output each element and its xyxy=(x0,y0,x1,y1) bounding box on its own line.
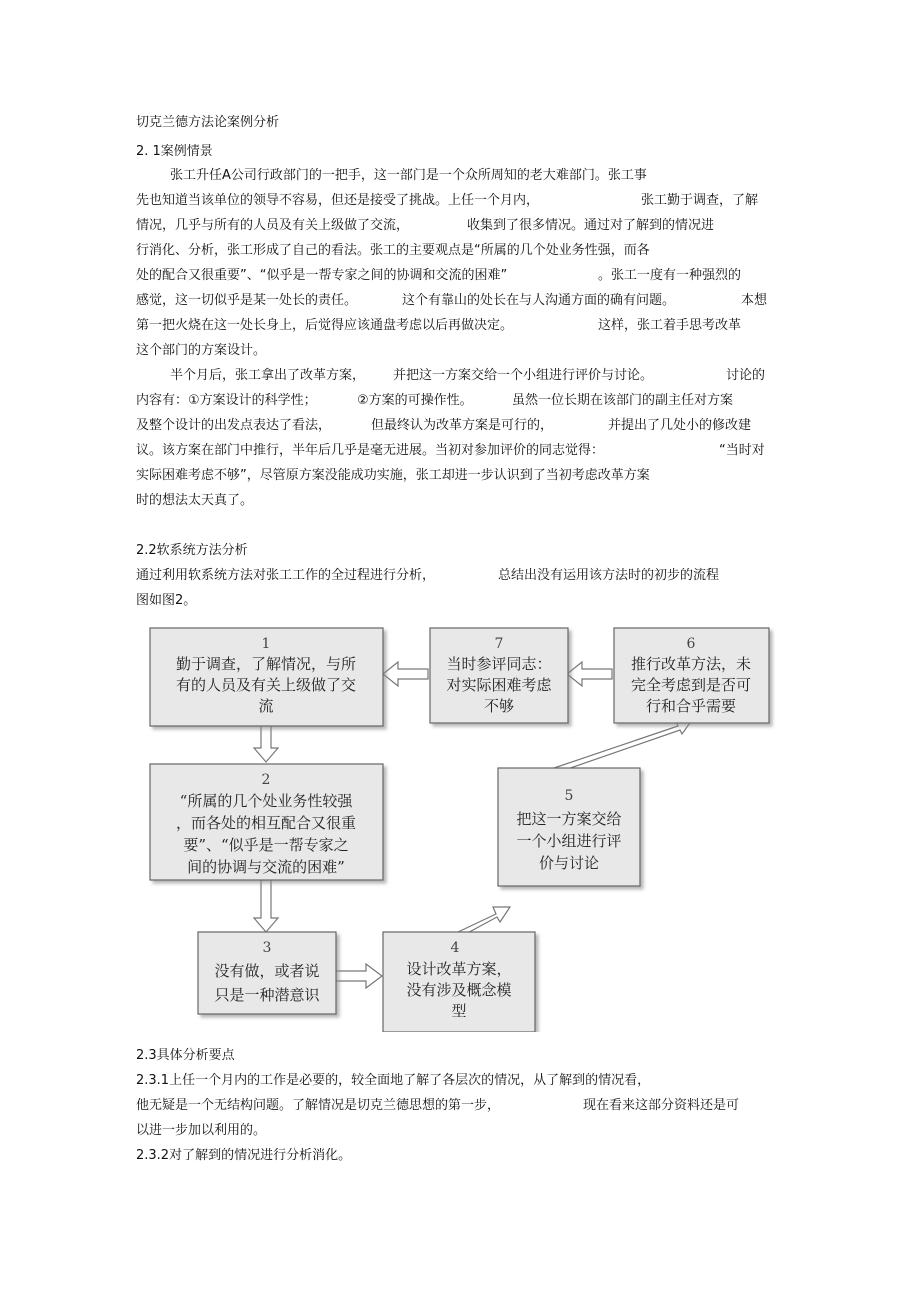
paragraph-line: 这个有靠山的处长在与人沟通方面的确有问题。 xyxy=(402,293,676,308)
paragraph-line: 2.3.2对了解到的情况进行分析消化。 xyxy=(136,1148,352,1163)
box-line: “所属的几个处业务性较强 xyxy=(179,792,353,810)
paragraph-line: 并提出了几处小的修改建 xyxy=(608,418,752,433)
box-line: 只是一种潜意识 xyxy=(214,986,320,1004)
arrow-3-to-4 xyxy=(336,964,382,988)
box-line: 没有涉及概念模 xyxy=(406,981,512,999)
paragraph-line: 这样，张工着手思考改革 xyxy=(598,318,742,333)
box-line: 把这一方案交给 xyxy=(516,810,622,828)
section-heading-2-1: 2. 1案例情景 xyxy=(136,144,213,159)
paragraph-line: 这个部门的方案设计。 xyxy=(136,343,267,358)
box-number: 7 xyxy=(494,636,504,652)
box-line: 要”、“似乎是一帮专家之 xyxy=(183,836,349,854)
paragraph-line: 现在看来这部分资料还是可 xyxy=(583,1098,740,1113)
box-line: 一个小组进行评 xyxy=(516,832,622,850)
paragraph-line: 情况，几乎与所有的人员及有关上级做了交流， xyxy=(136,218,410,233)
paragraph-line: 第一把火烧在这一处长身上，后觉得应该通盘考虑以后再做决定。 xyxy=(136,318,514,333)
flowchart-figure xyxy=(146,620,786,1032)
document-title: 切克兰德方法论案例分析 xyxy=(136,115,280,130)
box-line: 设计改革方案， xyxy=(406,960,512,978)
box-line: 没有做，或者说 xyxy=(214,962,320,980)
box-line: 型 xyxy=(451,1002,467,1020)
paragraph-line: 并把这一方案交给一个小组进行评价与讨论。 xyxy=(393,368,654,383)
flow-box xyxy=(498,768,640,886)
flow-box xyxy=(150,764,383,880)
paragraph-line: 时的想法太天真了。 xyxy=(136,493,254,508)
paragraph-line: 内容有：①方案设计的科学性； xyxy=(136,393,317,408)
arrow-1-to-2 xyxy=(254,725,278,762)
box-line: 流 xyxy=(258,697,274,715)
box-line: 有的人员及有关上级做了交 xyxy=(175,676,357,694)
box-number: 4 xyxy=(450,940,460,956)
flow-box xyxy=(614,628,769,723)
flow-box xyxy=(383,932,535,1032)
box-line: 勤于调查，了解情况，与所 xyxy=(175,655,357,673)
box-number: 3 xyxy=(262,940,272,956)
flow-box xyxy=(430,628,568,723)
paragraph-line: 讨论的 xyxy=(726,368,766,383)
paragraph-line: 张工勤于调查，了解 xyxy=(641,193,759,208)
paragraph-line: 收集到了很多情况。通过对了解到的情况进 xyxy=(467,218,715,233)
paragraph-line: 及整个设计的出发点表达了看法， xyxy=(136,418,332,433)
arrow-5-to-6 xyxy=(554,719,692,773)
paragraph-line: 议。该方案在部门中推行，半年后几乎是毫无进展。当初对参加评价的同志觉得： xyxy=(136,443,605,458)
paragraph-line: 本想 xyxy=(741,293,768,308)
box-line: 当时参评同志： xyxy=(446,655,552,673)
paragraph-line: 实际困难考虑不够”，尽管原方案没能成功实施，张工却进一步认识到了当初考虑改革方案 xyxy=(136,468,650,483)
flow-box xyxy=(198,932,336,1014)
paragraph-line: 通过利用软系统方法对张工工作的全过程进行分析， xyxy=(136,568,436,583)
paragraph-line: 总结出没有运用该方法时的初步的流程 xyxy=(498,568,720,583)
arrow-6-to-7 xyxy=(567,662,612,686)
box-number: 5 xyxy=(564,788,574,804)
arrow-2-to-3 xyxy=(254,880,278,932)
paragraph-line: 行消化、分析，张工形成了自己的看法。张工的主要观点是“所属的几个处业务性强，而各 xyxy=(136,243,650,258)
paragraph-line: 先也知道当该单位的领导不容易，但还是接受了挑战。上任一个月内， xyxy=(136,193,540,208)
paragraph-line: 图如图2。 xyxy=(136,593,197,608)
box-line: 价与讨论 xyxy=(538,854,600,872)
box-line: 对实际困难考虑 xyxy=(446,676,552,694)
paragraph-line: 他无疑是一个无结构问题。了解情况是切克兰德思想的第一步， xyxy=(136,1098,501,1113)
section-heading-2-2: 2.2软系统方法分析 xyxy=(136,543,248,558)
box-line: ，而各处的相互配合又很重 xyxy=(175,814,357,832)
paragraph-line: 。张工一度有一种强烈的 xyxy=(598,268,742,283)
paragraph-line: 2.3.1上任一个月内的工作是必要的，较全面地了解了各层次的情况，从了解到的情况看， xyxy=(136,1073,651,1088)
paragraph-line: 感觉，这一切似乎是某一处长的责任。 xyxy=(136,293,358,308)
paragraph-line: 但最终认为改革方案是可行的， xyxy=(371,418,554,433)
section-heading-2-3: 2.3具体分析要点 xyxy=(136,1048,235,1063)
box-line: 不够 xyxy=(483,697,515,715)
flow-box xyxy=(150,628,383,726)
paragraph-line: 处的配合又很重要”、“似乎是一帮专家之间的协调和交流的困难” xyxy=(136,268,508,283)
paragraph-line: ②方案的可操作性。 xyxy=(357,393,473,408)
arrow-7-to-1 xyxy=(383,662,428,686)
paragraph-line: 半个月后，张工拿出了改革方案， xyxy=(170,368,366,383)
paragraph-line: “当时对 xyxy=(719,443,765,458)
box-number: 1 xyxy=(261,636,271,652)
box-number: 6 xyxy=(686,636,696,652)
box-line: 完全考虑到是否可 xyxy=(630,676,752,694)
box-line: 行和合乎需要 xyxy=(645,697,737,715)
box-line: 间的协调与交流的困难” xyxy=(187,858,345,876)
paragraph-line: 虽然一位长期在该部门的副主任对方案 xyxy=(512,393,734,408)
paragraph-line: 以进一步加以利用的。 xyxy=(136,1123,267,1138)
box-line: 推行改革方法，未 xyxy=(630,655,752,673)
paragraph-line: 张工升任A公司行政部门的一把手，这一部门是一个众所周知的老大难部门。张工事 xyxy=(170,168,647,183)
box-number: 2 xyxy=(261,772,271,788)
